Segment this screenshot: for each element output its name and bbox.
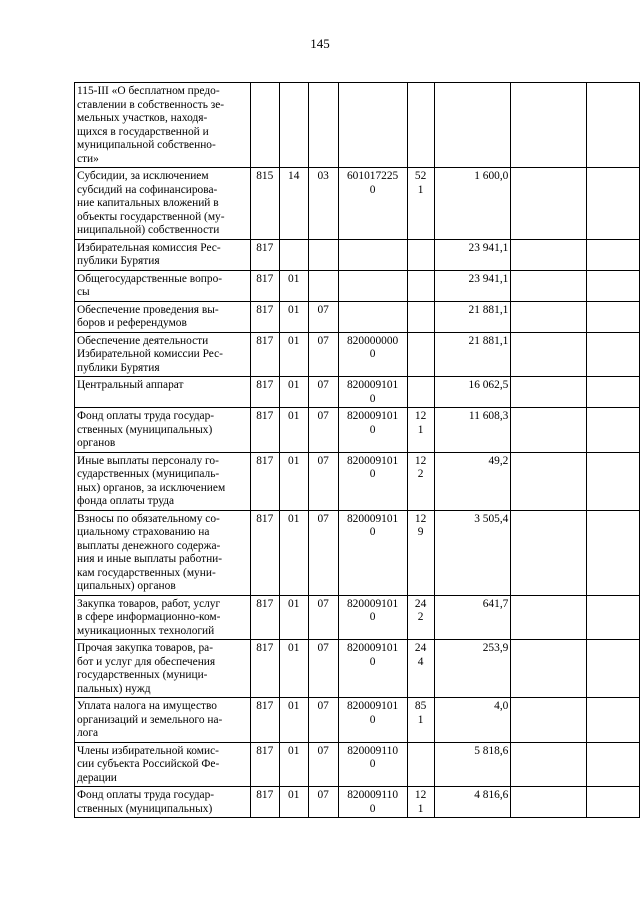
cell-section: 01: [279, 408, 308, 453]
cell-section: 01: [279, 377, 308, 408]
cell-target-article: 820009101 0: [338, 640, 407, 698]
cell-empty-1: [511, 168, 587, 240]
cell-target-article: 820009110 0: [338, 742, 407, 787]
cell-name: Прочая закупка товаров, ра- бот и услуг для обеспечения государственных (муници- пальных) нужд: [75, 640, 251, 698]
table-row: [75, 301, 640, 332]
cell-section: 01: [279, 301, 308, 332]
cell-target-article: 820000000 0: [338, 332, 407, 377]
cell-section: [279, 239, 308, 270]
cell-grbs: 817: [250, 742, 279, 787]
cell-expense-type: 85 1: [407, 698, 434, 743]
cell-name: Взносы по обязательному со- циальному страхованию на выплаты денежного содержа- ния и иные выплаты работни- кам государственных (муни- ципальных) органов: [75, 510, 251, 595]
cell-section: 01: [279, 332, 308, 377]
cell-target-article: 820009101 0: [338, 452, 407, 510]
cell-expense-type: [407, 301, 434, 332]
cell-section: 01: [279, 510, 308, 595]
cell-section: 01: [279, 595, 308, 640]
cell-amount: 3 505,4: [434, 510, 511, 595]
cell-subsection: 07: [308, 301, 338, 332]
cell-empty-2: [587, 168, 640, 240]
cell-expense-type: [407, 239, 434, 270]
cell-amount: 16 062,5: [434, 377, 511, 408]
page-number: 145: [310, 36, 330, 51]
cell-empty-2: [587, 742, 640, 787]
cell-target-article: [338, 83, 407, 168]
cell-empty-1: [511, 83, 587, 168]
cell-empty-1: [511, 239, 587, 270]
cell-expense-type: [407, 83, 434, 168]
table-row: [75, 640, 640, 698]
cell-section: 01: [279, 640, 308, 698]
cell-amount: 23 941,1: [434, 239, 511, 270]
cell-amount: 1 600,0: [434, 168, 511, 240]
cell-amount: 5 818,6: [434, 742, 511, 787]
cell-target-article: 820009101 0: [338, 408, 407, 453]
cell-empty-2: [587, 452, 640, 510]
cell-section: [279, 83, 308, 168]
cell-empty-2: [587, 270, 640, 301]
cell-section: 01: [279, 787, 308, 818]
cell-expense-type: 52 1: [407, 168, 434, 240]
cell-name: 115-III «О бесплатном предо- ставлении в собственность зе- мельных участков, находя- щихся в государственной и муниципальной собственно- сти»: [75, 83, 251, 168]
table-row: [75, 510, 640, 595]
cell-section: 14: [279, 168, 308, 240]
cell-expense-type: 24 2: [407, 595, 434, 640]
cell-name: Избирательная комиссия Рес- публики Бурятия: [75, 239, 251, 270]
cell-target-article: 601017225 0: [338, 168, 407, 240]
cell-empty-2: [587, 595, 640, 640]
cell-subsection: 07: [308, 787, 338, 818]
cell-subsection: 07: [308, 698, 338, 743]
cell-expense-type: [407, 377, 434, 408]
cell-empty-2: [587, 239, 640, 270]
cell-empty-2: [587, 377, 640, 408]
cell-expense-type: [407, 270, 434, 301]
table-row: [75, 332, 640, 377]
cell-subsection: 07: [308, 595, 338, 640]
cell-empty-2: [587, 83, 640, 168]
cell-expense-type: 12 1: [407, 787, 434, 818]
cell-subsection: [308, 270, 338, 301]
cell-amount: 641,7: [434, 595, 511, 640]
cell-subsection: 07: [308, 510, 338, 595]
cell-grbs: 817: [250, 270, 279, 301]
cell-empty-1: [511, 787, 587, 818]
cell-target-article: 820009101 0: [338, 510, 407, 595]
cell-expense-type: [407, 332, 434, 377]
cell-name: Обеспечение проведения вы- боров и референдумов: [75, 301, 251, 332]
cell-grbs: 817: [250, 787, 279, 818]
budget-table: [74, 82, 640, 818]
cell-subsection: 07: [308, 377, 338, 408]
cell-grbs: 817: [250, 698, 279, 743]
table-row: [75, 408, 640, 453]
table-row: [75, 742, 640, 787]
table-row: [75, 787, 640, 818]
cell-amount: [434, 83, 511, 168]
cell-amount: 49,2: [434, 452, 511, 510]
table-row: [75, 698, 640, 743]
cell-empty-2: [587, 510, 640, 595]
cell-grbs: 817: [250, 640, 279, 698]
cell-expense-type: 12 9: [407, 510, 434, 595]
cell-name: Обеспечение деятельности Избирательной комиссии Рес- публики Бурятия: [75, 332, 251, 377]
cell-target-article: [338, 270, 407, 301]
cell-grbs: 817: [250, 301, 279, 332]
cell-name: Субсидии, за исключением субсидий на софинансирова- ние капитальных вложений в объекты государственной (му- ниципальной) собственности: [75, 168, 251, 240]
cell-name: Уплата налога на имущество организаций и земельного на- лога: [75, 698, 251, 743]
table-row: [75, 239, 640, 270]
cell-amount: 21 881,1: [434, 332, 511, 377]
cell-grbs: 817: [250, 332, 279, 377]
cell-empty-1: [511, 301, 587, 332]
cell-name: Общегосударственные вопро- сы: [75, 270, 251, 301]
cell-section: 01: [279, 270, 308, 301]
cell-empty-1: [511, 408, 587, 453]
cell-subsection: 07: [308, 640, 338, 698]
cell-target-article: 820009101 0: [338, 595, 407, 640]
cell-subsection: [308, 83, 338, 168]
cell-grbs: 817: [250, 408, 279, 453]
cell-empty-2: [587, 787, 640, 818]
cell-name: Члены избирательной комис- сии субъекта Российской Фе- дерации: [75, 742, 251, 787]
cell-empty-1: [511, 332, 587, 377]
cell-grbs: 817: [250, 595, 279, 640]
budget-table-body: [75, 83, 640, 818]
cell-empty-2: [587, 698, 640, 743]
cell-amount: 253,9: [434, 640, 511, 698]
table-row: [75, 168, 640, 240]
cell-amount: 21 881,1: [434, 301, 511, 332]
cell-target-article: 820009110 0: [338, 787, 407, 818]
cell-empty-1: [511, 452, 587, 510]
cell-name: Центральный аппарат: [75, 377, 251, 408]
cell-expense-type: 24 4: [407, 640, 434, 698]
cell-subsection: 07: [308, 742, 338, 787]
cell-amount: 23 941,1: [434, 270, 511, 301]
cell-target-article: 820009101 0: [338, 698, 407, 743]
cell-empty-1: [511, 270, 587, 301]
cell-empty-1: [511, 698, 587, 743]
cell-amount: 11 608,3: [434, 408, 511, 453]
cell-target-article: [338, 239, 407, 270]
cell-empty-1: [511, 742, 587, 787]
cell-target-article: 820009101 0: [338, 377, 407, 408]
cell-subsection: [308, 239, 338, 270]
cell-empty-2: [587, 640, 640, 698]
cell-empty-1: [511, 595, 587, 640]
cell-amount: 4 816,6: [434, 787, 511, 818]
cell-amount: 4,0: [434, 698, 511, 743]
table-row: [75, 595, 640, 640]
cell-subsection: 07: [308, 452, 338, 510]
cell-empty-1: [511, 377, 587, 408]
table-row: [75, 83, 640, 168]
cell-subsection: 07: [308, 332, 338, 377]
cell-name: Фонд оплаты труда государ- ственных (муниципальных): [75, 787, 251, 818]
table-row: [75, 452, 640, 510]
cell-grbs: 817: [250, 377, 279, 408]
cell-empty-2: [587, 301, 640, 332]
cell-grbs: 817: [250, 510, 279, 595]
cell-section: 01: [279, 698, 308, 743]
cell-grbs: [250, 83, 279, 168]
cell-empty-2: [587, 332, 640, 377]
cell-grbs: 817: [250, 239, 279, 270]
cell-subsection: 03: [308, 168, 338, 240]
table-row: [75, 377, 640, 408]
cell-subsection: 07: [308, 408, 338, 453]
cell-section: 01: [279, 742, 308, 787]
cell-empty-1: [511, 640, 587, 698]
cell-grbs: 815: [250, 168, 279, 240]
cell-expense-type: [407, 742, 434, 787]
table-row: [75, 270, 640, 301]
cell-empty-2: [587, 408, 640, 453]
cell-grbs: 817: [250, 452, 279, 510]
cell-target-article: [338, 301, 407, 332]
cell-name: Иные выплаты персоналу го- сударственных (муниципаль- ных) органов, за исключением фонда оплаты труда: [75, 452, 251, 510]
cell-expense-type: 12 1: [407, 408, 434, 453]
cell-empty-1: [511, 510, 587, 595]
cell-name: Фонд оплаты труда государ- ственных (муниципальных) органов: [75, 408, 251, 453]
cell-expense-type: 12 2: [407, 452, 434, 510]
cell-name: Закупка товаров, работ, услуг в сфере информационно-ком- муникационных технологий: [75, 595, 251, 640]
cell-section: 01: [279, 452, 308, 510]
